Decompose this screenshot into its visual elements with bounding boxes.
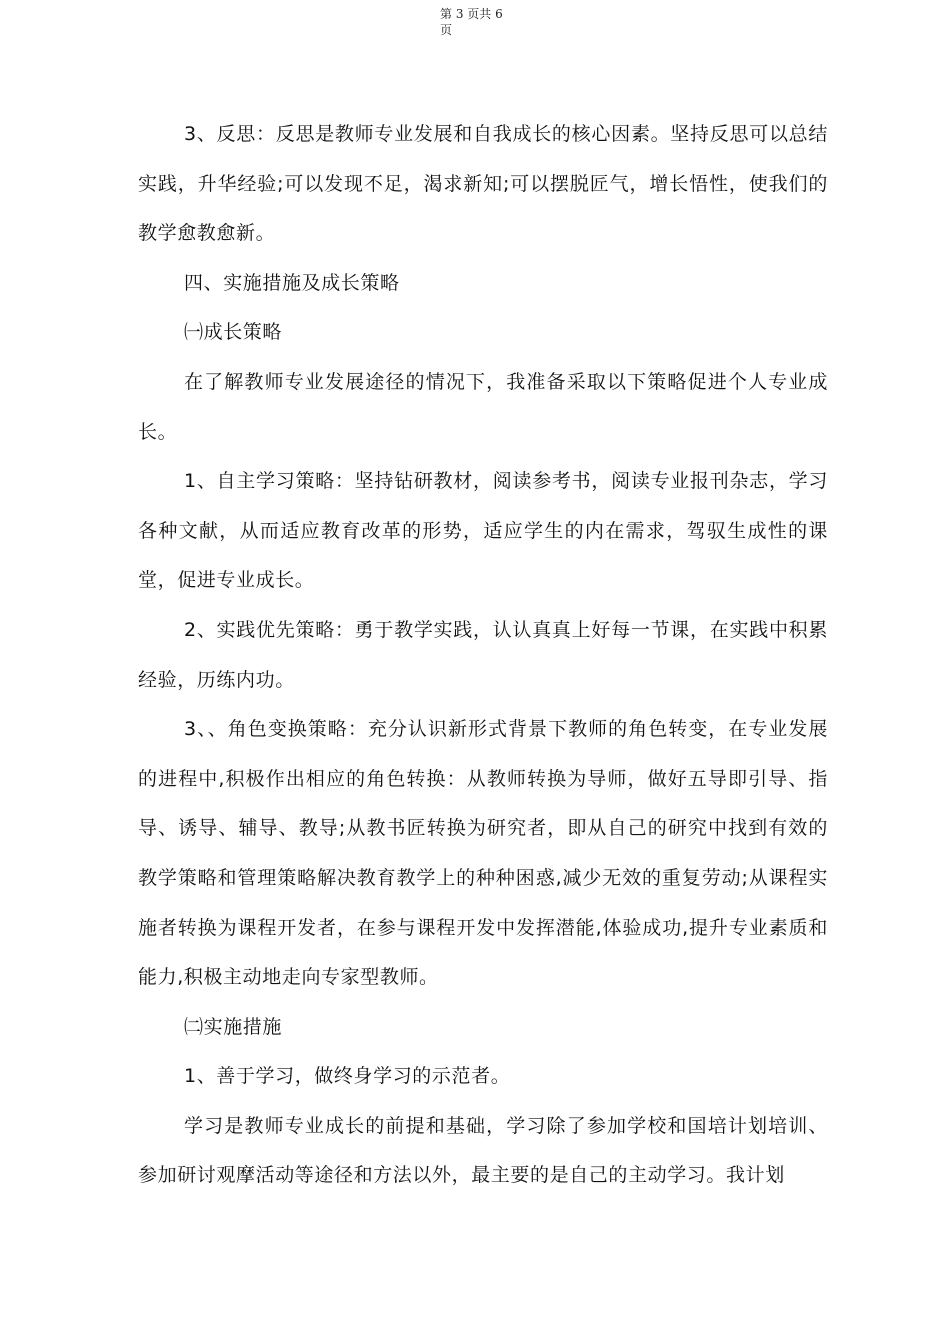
subsection-heading-growth-strategy: ㈠成长策略	[184, 321, 283, 344]
paragraph-learning-foundation: 学习是教师专业成长的前提和基础，学习除了参加学校和国培计划培训、参加研讨观摩活动等途径和方法以外，最主要的是自己的主动学习。我计划	[138, 1114, 828, 1187]
paragraph-strategy-intro: 在了解教师专业发展途径的情况下，我准备采取以下策略促进个人专业成长。	[138, 370, 828, 443]
paragraph-self-learning: 1、自主学习策略：坚持钻研教材，阅读参考书，阅读专业报刊杂志，学习各种文献，从而适应教育改革的形势，适应学生的内在需求，驾驭生成性的课堂，促进专业成长。	[138, 470, 828, 592]
paragraph-role-change: 3、、角色变换策略：充分认识新形式背景下教师的角色转变，在专业发展的进程中,积极作出相应的角色转换：从教师转换为导师，做好五导即引导、指导、诱导、辅导、教导;从教书匠转换为研究者，即从自己的研究中找到有效的教学策略和管理策略解决教育教学上的种种困惑,减少无效的重复劳动;从课程实施者转换为课程开发者，在参与课程开发中发挥潜能,体验成功,提升专业素质和能力,积极主动地走向专家型教师。	[138, 718, 828, 989]
paragraph-good-at-learning: 1、善于学习，做终身学习的示范者。	[184, 1065, 511, 1088]
paragraph-practice-first: 2、实践优先策略：勇于教学实践，认认真真上好每一节课，在实践中积累经验，历练内功。	[138, 618, 828, 691]
subsection-heading-implementation: ㈡实施措施	[184, 1015, 283, 1038]
page-header	[440, 6, 520, 38]
section-heading-measures-strategies: 四、实施措施及成长策略	[184, 271, 400, 294]
document-body	[138, 110, 828, 1201]
paragraph-reflection: 3、反思：反思是教师专业发展和自我成长的核心因素。坚持反思可以总结实践，升华经验;可以发现不足，渴求新知;可以摆脱匠气，增长悟性，使我们的教学愈教愈新。	[138, 123, 828, 245]
page-indicator: 第 3 页共 6	[440, 7, 503, 21]
page-indicator-continued: 页	[440, 23, 453, 37]
